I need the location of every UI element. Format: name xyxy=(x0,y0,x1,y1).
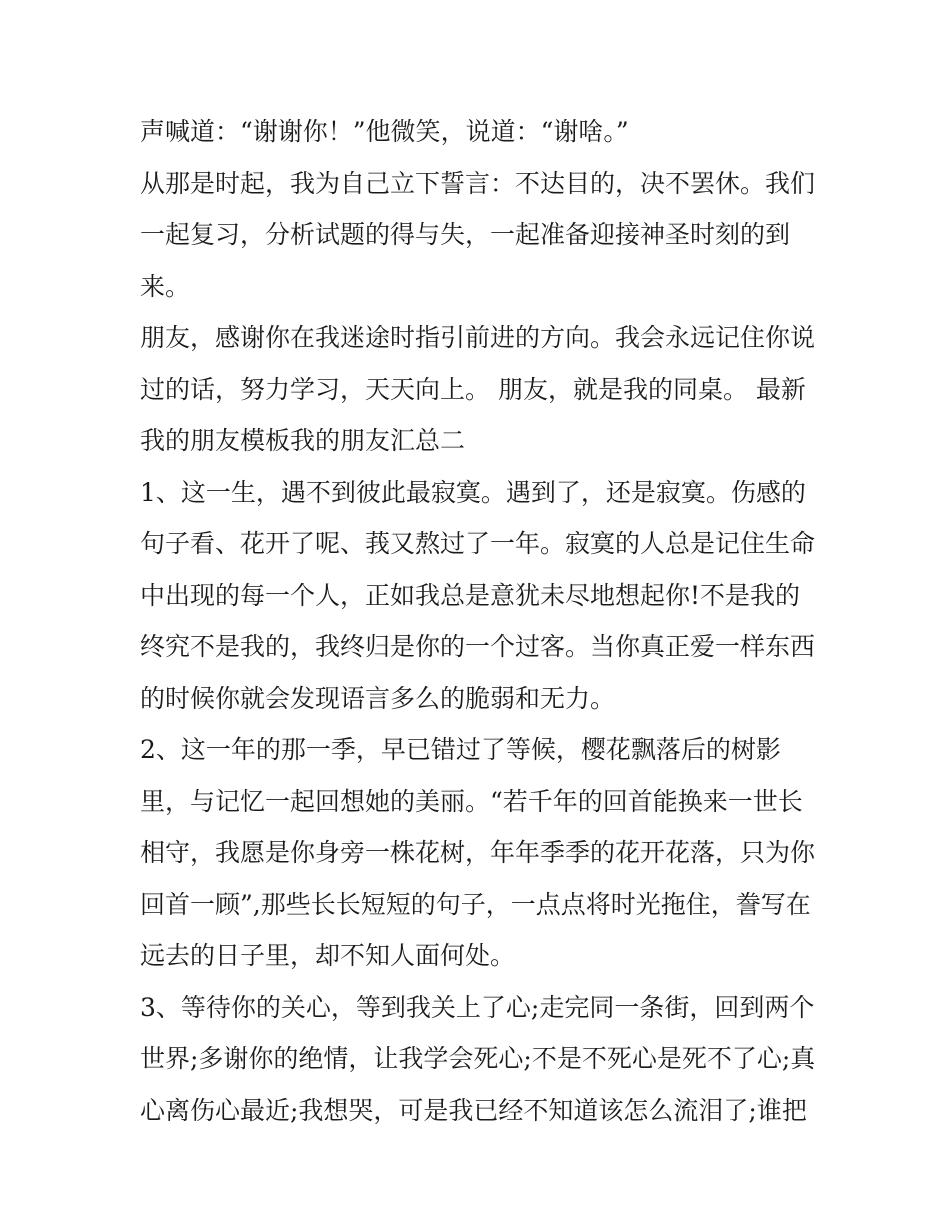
text-line: 1、这一生，遇不到彼此最寂寞。遇到了，还是寂寞。伤感的 xyxy=(140,477,806,507)
text-line: 终究不是我的，我终归是你的一个过客。当你真正爱一样东西 xyxy=(140,632,816,661)
text-line: 回首一顾”,那些长长短短的句子，一点点将时光拖住，誊写在 xyxy=(140,889,811,919)
text-line: 来。 xyxy=(140,271,191,301)
text-line: 的时候你就会发现语言多么的脆弱和无力。 xyxy=(140,683,616,713)
text-line: 过的话，努力学习，天天向上。 朋友，就是我的同桌。 最新 xyxy=(140,374,806,404)
body-text xyxy=(140,106,820,1136)
text-line: 2、这一年的那一季，早已错过了等候，樱花飘落后的树影 xyxy=(140,735,781,764)
text-line: 我的朋友模板我的朋友汇总二 xyxy=(140,426,466,455)
text-line: 相守，我愿是你身旁一株花树，年年季季的花开花落，只为你 xyxy=(140,838,816,867)
text-line: 句子看、花开了呢、莪又熬过了一年。寂寞的人总是记住生命 xyxy=(140,529,816,558)
text-line: 中出现的每一个人，正如我总是意犹未尽地想起你!不是我的 xyxy=(140,580,801,610)
text-line: 心离伤心最近;我想哭，可是我已经不知道该怎么流泪了;谁把 xyxy=(140,1095,807,1125)
text-line: 从那是时起，我为自己立下誓言：不达目的，决不罢休。我们 xyxy=(140,168,816,198)
text-line: 世界;多谢你的绝情，让我学会死心;不是不死心是死不了心;真 xyxy=(140,1044,816,1073)
text-line: 里，与记忆一起回想她的美丽。“若千年的回首能换来一世长 xyxy=(140,786,803,816)
text-line: 声喊道：“谢谢你！”他微笑，说道：“谢啥。” xyxy=(140,117,629,146)
text-line: 远去的日子里，却不知人面何处。 xyxy=(140,941,516,970)
text-line: 一起复习，分析试题的得与失，一起准备迎接神圣时刻的到 xyxy=(140,220,791,249)
text-line: 朋友，感谢你在我迷途时指引前进的方向。我会永远记住你说 xyxy=(140,323,816,352)
text-line: 3、等待你的关心，等到我关上了心;走完同一条街，回到两个 xyxy=(140,992,815,1022)
